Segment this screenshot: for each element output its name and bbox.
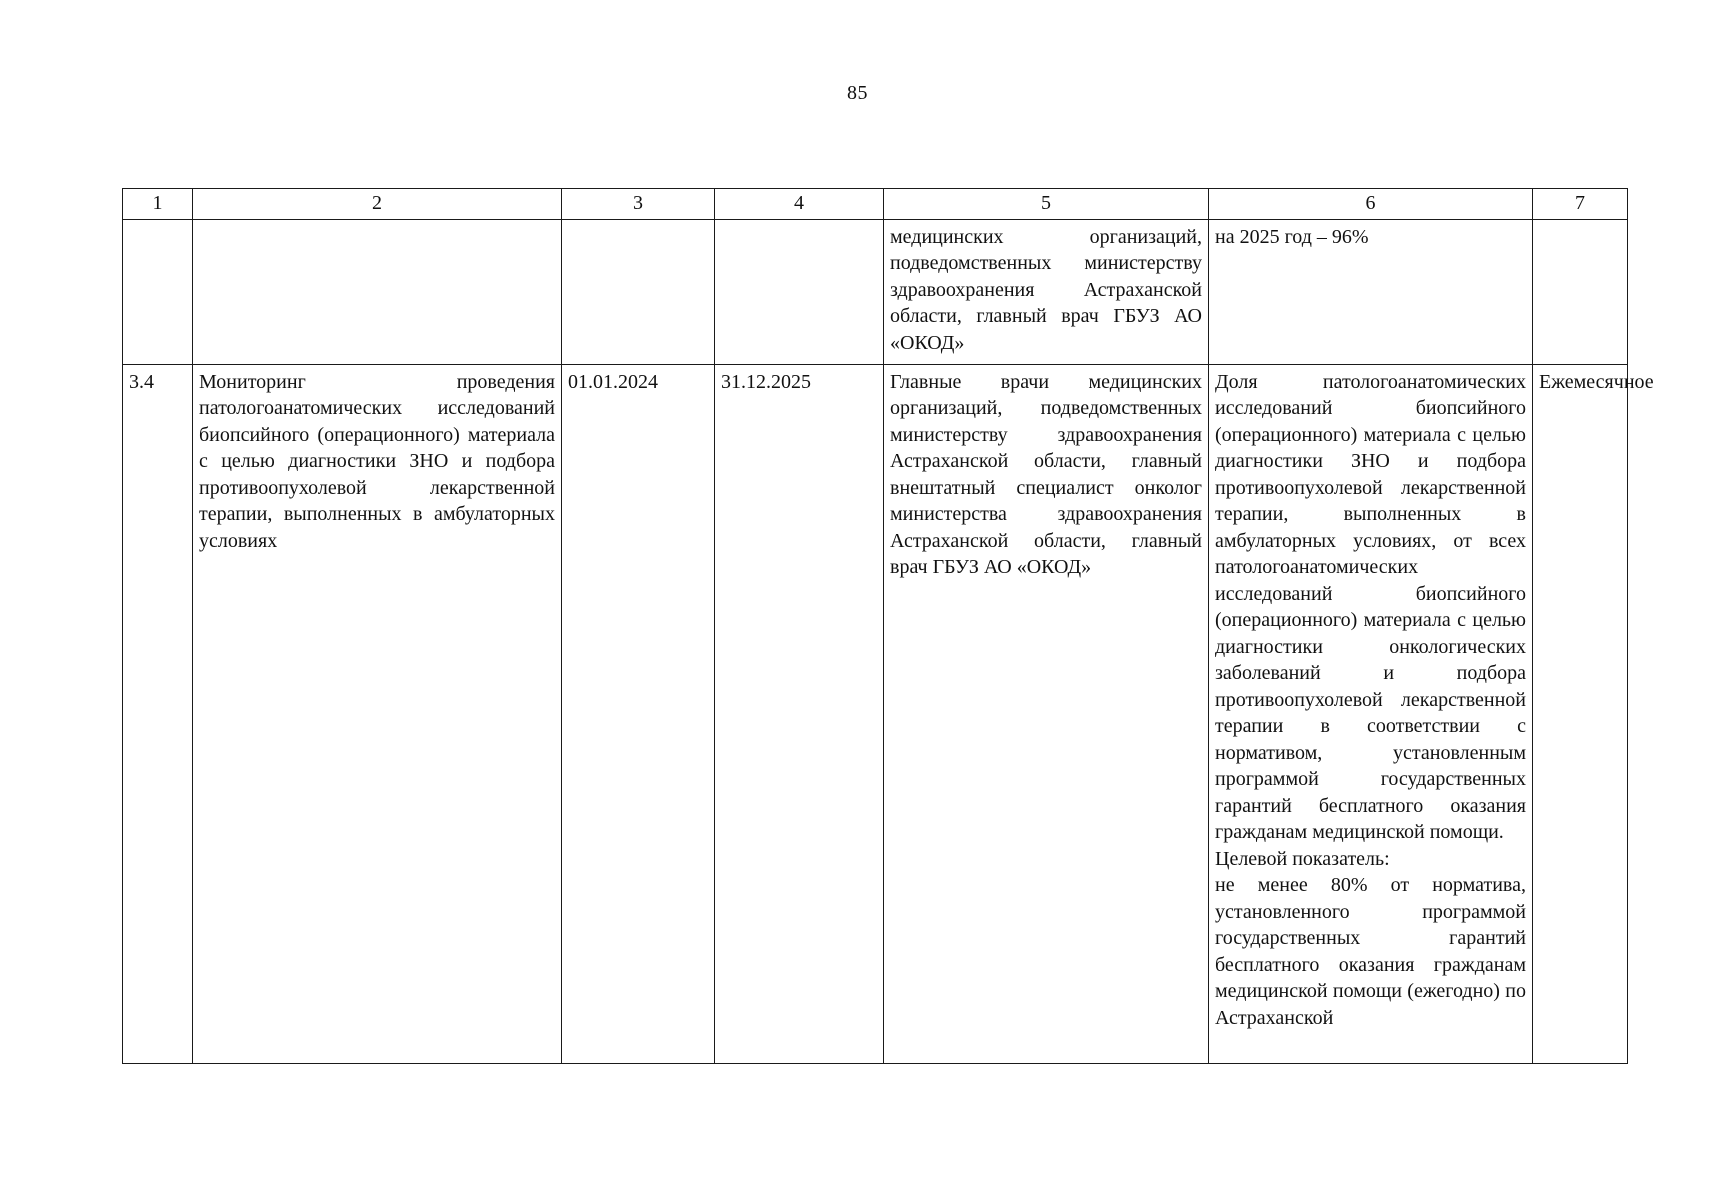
column-number-6: 6 — [1209, 189, 1533, 220]
column-number-3: 3 — [562, 189, 715, 220]
column-number-7: 7 — [1533, 189, 1628, 220]
cell-number: 3.4 — [123, 364, 193, 1063]
cell-event — [193, 219, 562, 364]
cell-end-date — [715, 219, 884, 364]
cell-number — [123, 219, 193, 364]
target-text: не менее 80% от норматива, установленного программой государственных гарантий бесплатного оказания гражданам медицинской помощи (ежегодно) по Астраханской — [1215, 874, 1526, 1029]
cell-indicator: на 2025 год – 96% — [1209, 219, 1533, 364]
cell-start-date — [562, 219, 715, 364]
page-number: 85 — [847, 82, 868, 104]
cell-responsible: Главные врачи медицинских организаций, подведомственных министерству здравоохранения Астраханской области, главный внештатный специалист онколог министерства здравоохранения Астраханской области, главный врач ГБУЗ АО «ОКОД» — [884, 364, 1209, 1063]
cell-frequency: Ежемесячное — [1533, 364, 1628, 1063]
target-label: Целевой показатель: — [1215, 847, 1390, 870]
cell-end-date: 31.12.2025 — [715, 364, 884, 1063]
column-number-4: 4 — [715, 189, 884, 220]
cell-indicator — [1209, 364, 1533, 1063]
cell-responsible: медицинских организаций, подведомственных министерству здравоохранения Астраханской области, главный врач ГБУЗ АО «ОКОД» — [884, 219, 1209, 364]
column-number-row — [123, 189, 1628, 220]
column-number-2: 2 — [193, 189, 562, 220]
plan-table — [122, 188, 1654, 1064]
table-row-3-4 — [123, 364, 1628, 1063]
cell-start-date: 01.01.2024 — [562, 364, 715, 1063]
cell-frequency — [1533, 219, 1628, 364]
column-number-5: 5 — [884, 189, 1209, 220]
table-row-continued — [123, 219, 1628, 364]
cell-event: Мониторинг проведения патологоанатомических исследований биопсийного (операционного) материала с целью диагностики ЗНО и подбора противоопухолевой лекарственной терапии, выполненных в амбулаторных условиях — [193, 364, 562, 1063]
table-header — [123, 189, 1628, 220]
indicator-description: Доля патологоанатомических исследований биопсийного (операционного) материала с целью диагностики ЗНО и подбора противоопухолевой лекарственной терапии, выполненных в амбулаторных условиях, от всех патологоанатомических исследований биопсийного (операционного) материала с целью диагностики онкологических заболеваний и подбора противоопухолевой лекарственной терапии в соответствии с нормативом, установленным программой государственных гарантий бесплатного оказания гражданам медицинской помощи. — [1215, 370, 1526, 843]
column-number-1: 1 — [123, 189, 193, 220]
